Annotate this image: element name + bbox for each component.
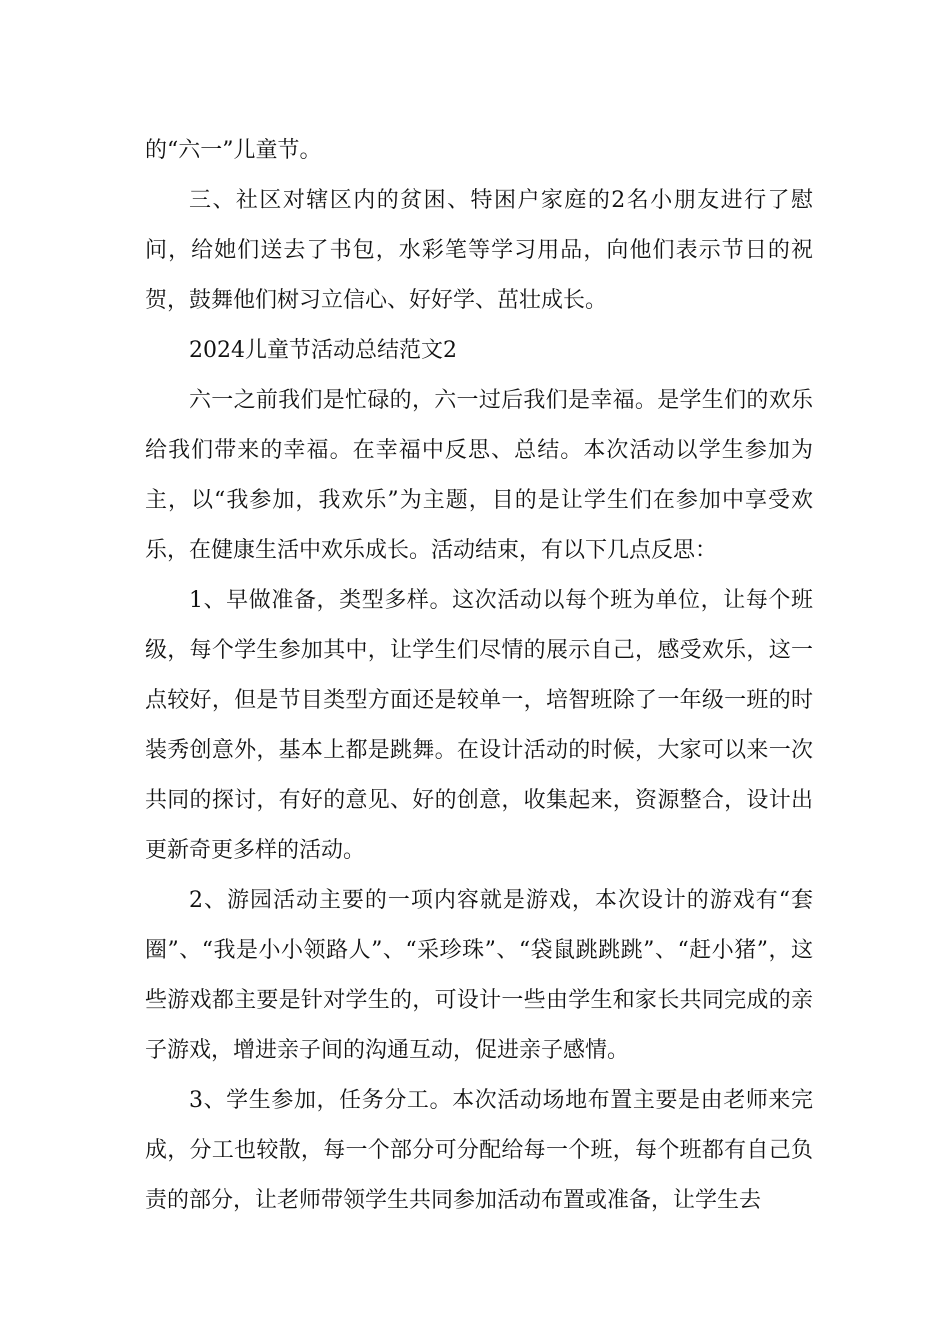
document-body (145, 126, 813, 1226)
paragraph-intro-reflection: 六一之前我们是忙碌的，六一过后我们是幸福。是学生们的欢乐给我们带来的幸福。在幸福中反思、总结。本次活动以学生参加为主，以“我参加，我欢乐”为主题，目的是让学生们在参加中享受欢乐，在健康生活中欢乐成长。活动结束，有以下几点反思： (145, 388, 813, 563)
paragraph-community-visit: 三、社区对辖区内的贫困、特困户家庭的2名小朋友进行了慰问，给她们送去了书包，水彩笔等学习用品，向他们表示节日的祝贺，鼓舞他们树习立信心、好好学、茁壮成长。 (145, 188, 813, 313)
paragraph-point-3: 3、学生参加，任务分工。本次活动场地布置主要是由老师来完成，分工也较散，每一个部分可分配给每一个班，每个班都有自己负责的部分，让老师带领学生共同参加活动布置或准备，让学生去 (145, 1088, 813, 1213)
paragraph-continuation: 的“六一”儿童节。 (145, 138, 322, 163)
paragraph-point-2: 2、游园活动主要的一项内容就是游戏，本次设计的游戏有“套圈”、“我是小小领路人”、“采珍珠”、“袋鼠跳跳跳”、“赶小猪”，这些游戏都主要是针对学生的，可设计一些由学生和家长共同完成的亲子游戏，增进亲子间的沟通互动，促进亲子感情。 (145, 888, 813, 1063)
section-heading: 2024儿童节活动总结范文2 (189, 338, 457, 363)
paragraph-point-1: 1、早做准备，类型多样。这次活动以每个班为单位，让每个班级，每个学生参加其中，让学生们尽情的展示自己，感受欢乐，这一点较好，但是节目类型方面还是较单一，培智班除了一年级一班的时装秀创意外，基本上都是跳舞。在设计活动的时候，大家可以来一次共同的探讨，有好的意见、好的创意，收集起来，资源整合，设计出更新奇更多样的活动。 (145, 588, 813, 863)
